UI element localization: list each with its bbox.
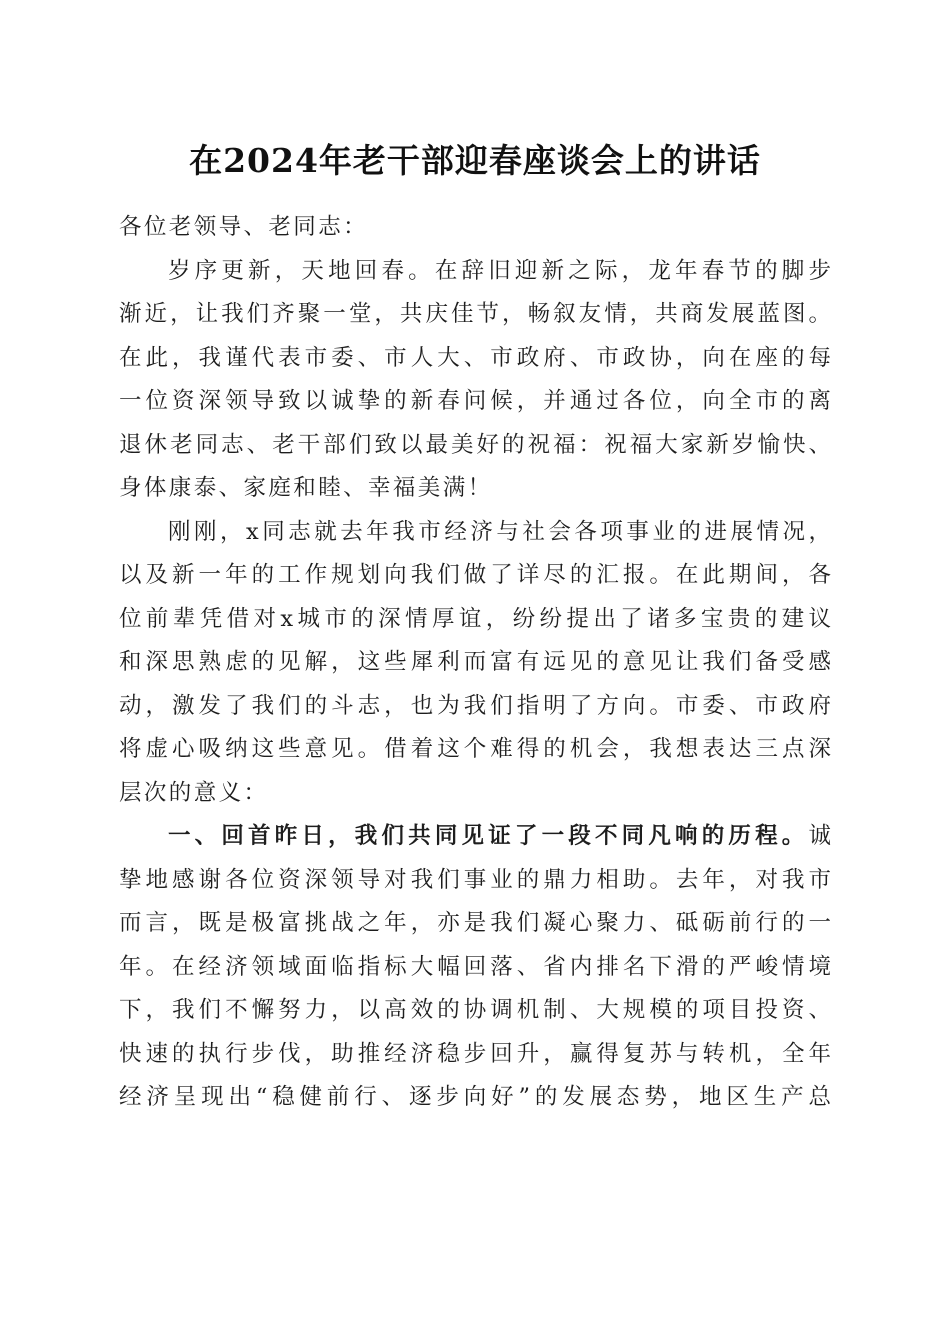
paragraph-3-line: 下，我们不懈努力，以高效的协调机制、大规模的项目投资、: [119, 997, 831, 1023]
paragraph-1-line: 身体康泰、家庭和睦、幸福美满！: [119, 475, 493, 501]
salutation: 各位老领导、老同志：: [119, 214, 369, 240]
paragraph-1-line: 渐近，让我们齐聚一堂，共庆佳节，畅叙友情，共商发展蓝图。: [119, 301, 831, 327]
paragraph-3-line: 年。在经济领域面临指标大幅回落、省内排名下滑的严峻情境: [119, 953, 831, 980]
paragraph-2-line: 以及新一年的工作规划向我们做了详尽的汇报。在此期间，各: [119, 562, 831, 588]
paragraph-1-line: 退休老同志、老干部们致以最美好的祝福：祝福大家新岁愉快、: [119, 431, 831, 458]
paragraph-3-line: 快速的执行步伐，助推经济稳步回升，赢得复苏与转机，全年: [119, 1040, 831, 1067]
paragraph-3-line: 挚地感谢各位资深领导对我们事业的鼎力相助。去年，对我市: [119, 866, 831, 893]
paragraph-3-first-line: [119, 815, 831, 859]
document-body: [119, 206, 831, 1120]
paragraph-3-first-line-rest: 诚: [808, 823, 831, 849]
paragraph-2-line: 层次的意义：: [119, 779, 269, 806]
paragraph-2-line: 将虚心吸纳这些意见。借着这个难得的机会，我想表达三点深: [119, 736, 831, 762]
paragraph-2-line: 和深思熟虑的见解，这些犀利而富有远见的意见让我们备受感: [119, 649, 831, 675]
paragraph-2-line: 刚刚，x同志就去年我市经济与社会各项事业的进展情况，: [168, 518, 831, 545]
paragraph-1-line: 在此，我谨代表市委、市人大、市政府、市政协，向在座的每: [119, 344, 831, 371]
paragraph-1-line: 一位资深领导致以诚挚的新春问候，并通过各位，向全市的离: [119, 388, 831, 414]
paragraph-1-line: 岁序更新，天地回春。在辞旧迎新之际，龙年春节的脚步: [168, 257, 831, 284]
paragraph-3-line: 经济呈现出“稳健前行、逐步向好”的发展态势，地区生产总: [119, 1084, 831, 1110]
paragraph-2-line: 位前辈凭借对x城市的深情厚谊，纷纷提出了诸多宝贵的建议: [119, 605, 831, 632]
paragraph-2-line: 动，激发了我们的斗志，也为我们指明了方向。市委、市政府: [119, 692, 831, 719]
paragraph-3-line: 而言，既是极富挑战之年，亦是我们凝心聚力、砥砺前行的一: [119, 910, 831, 936]
section-heading: 一、回首昨日，我们共同见证了一段不同凡响的历程。: [168, 823, 809, 849]
page-title: 在2024年老干部迎春座谈会上的讲话: [189, 141, 761, 180]
